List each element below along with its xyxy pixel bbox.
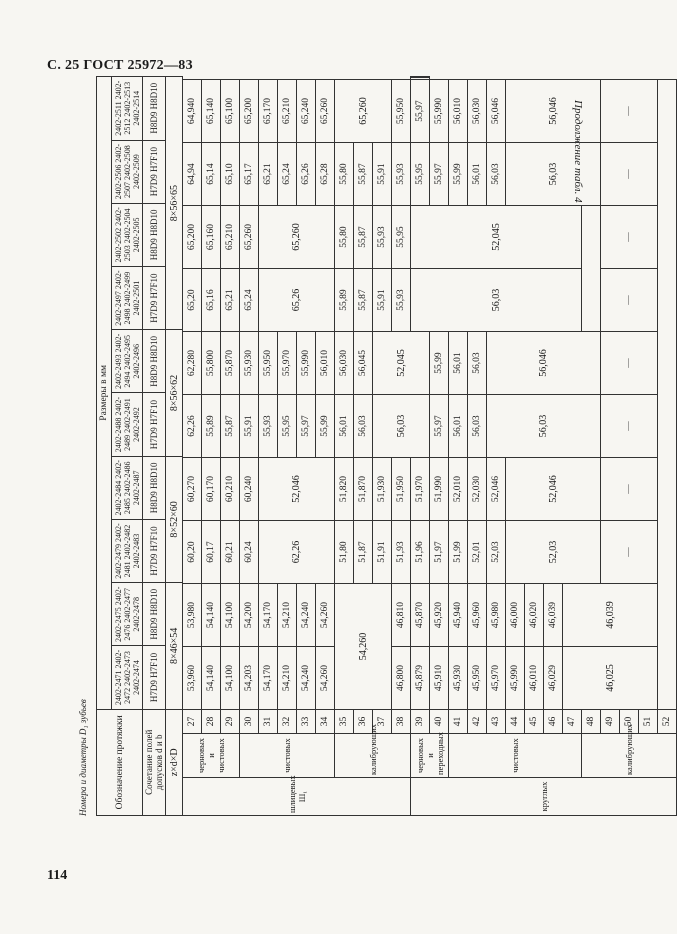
value-cell: 55,99 [449, 143, 468, 206]
value-cell: 54,140 [202, 647, 221, 710]
value-cell: 51,99 [449, 521, 468, 584]
value-cell: 65,14 [202, 143, 221, 206]
value-cell: 51,870 [354, 458, 373, 521]
value-cell: 51,96 [411, 521, 430, 584]
value-cell: 55,87 [354, 143, 373, 206]
empty-row [658, 80, 677, 710]
value-cell: 51,970 [411, 458, 430, 521]
value-cell: 55,91 [373, 143, 392, 206]
dimension-cell: 8×56×65 [166, 77, 183, 330]
tooth-number: 35 [335, 710, 354, 734]
dash-cell: — [601, 80, 658, 143]
value-cell: 65,170 [259, 80, 278, 143]
value-cell: 64,940 [183, 80, 202, 143]
tooth-number: 37 [373, 710, 392, 734]
value-cell: 45,940 [449, 584, 468, 647]
value-cell: 55,99 [316, 395, 335, 458]
dash-cell: — [601, 458, 658, 521]
value-cell: 55,930 [240, 332, 259, 395]
value-cell: 56,030 [468, 80, 487, 143]
tooth-number: 28 [202, 710, 221, 734]
tooth-number: 52 [658, 710, 677, 734]
value-cell: 65,17 [240, 143, 259, 206]
value-cell: 56,01 [335, 395, 354, 458]
value-cell: 45,879 [411, 647, 430, 710]
value-cell: 65,16 [202, 269, 221, 332]
page-header: С. 25 ГОСТ 25972—83 [47, 58, 193, 73]
codes-row [112, 77, 143, 816]
code-cell: 2402-2502 2402-2503 2402-2504 2402-2505 [112, 203, 143, 266]
tolerance-header: Сочетание полей допусков d и b [143, 709, 166, 815]
group-splined-calib: калибрующих [335, 734, 411, 778]
value-cell: 55,950 [259, 332, 278, 395]
value-cell: 60,240 [240, 458, 259, 521]
value-cell: 56,045 [354, 332, 373, 395]
tolerance-row [143, 77, 166, 816]
value-cell: 54,100 [221, 584, 240, 647]
value-cell: 55,91 [240, 395, 259, 458]
value-cell: 56,03 [468, 395, 487, 458]
value-cell: 54,200 [240, 584, 259, 647]
tooth-number: 47 [563, 710, 582, 734]
tooth-number: 34 [316, 710, 335, 734]
value-cell: 55,99 [430, 332, 449, 395]
value-cell: 60,21 [221, 521, 240, 584]
value-cell: 56,010 [316, 332, 335, 395]
value-cell: 60,210 [221, 458, 240, 521]
code-cell: 2402-2488 2402-2489 2402-2491 2402-2492 [112, 393, 143, 456]
value-cell: 56,03 [487, 143, 506, 206]
value-cell: 45,960 [468, 584, 487, 647]
value-cell: 52,03 [487, 521, 506, 584]
value-cell: 55,97 [430, 395, 449, 458]
value-cell: 56,046 [487, 80, 506, 143]
value-cell-merged: 56,03 [411, 269, 582, 332]
value-cell: 55,80 [335, 143, 354, 206]
value-cell: 45,970 [487, 647, 506, 710]
value-cell: 52,01 [468, 521, 487, 584]
value-cell: 65,24 [240, 269, 259, 332]
group-round-finish: чистовых [449, 734, 582, 778]
group-splined-rough: черновых и чистовых [183, 734, 240, 778]
value-cell: 54,170 [259, 647, 278, 710]
dash-cell: — [601, 332, 658, 395]
tooth-number: 33 [297, 710, 316, 734]
value-cell: 55,87 [221, 395, 240, 458]
dash-cell: — [601, 395, 658, 458]
value-cell-merged: 65,260 [335, 80, 392, 143]
value-cell: 51,950 [392, 458, 411, 521]
value-cell: 54,210 [278, 647, 297, 710]
value-cell: 65,240 [297, 80, 316, 143]
value-cell: 55,93 [392, 269, 411, 332]
value-cell: 51,91 [373, 521, 392, 584]
value-cell-merged: 56,046 [506, 80, 601, 143]
tooth-number: 49 [601, 710, 620, 734]
value-cell: 45,910 [430, 647, 449, 710]
dimension-row [166, 77, 183, 816]
value-cell: 52,046 [487, 458, 506, 521]
value-cell: 56,01 [468, 143, 487, 206]
value-cell: 45,990 [506, 647, 525, 710]
value-cell: 55,800 [202, 332, 221, 395]
code-cell: 2402-2511 2402-2512 2402-2513 2402-2514 [112, 77, 143, 141]
value-cell: 46,800 [392, 647, 411, 710]
tooth-number: 43 [487, 710, 506, 734]
value-cell-merged: 46,039 [563, 584, 658, 647]
group-round-rough: черновых и переходных [411, 734, 449, 778]
tooth-number: 44 [506, 710, 525, 734]
value-cell: 56,01 [449, 395, 468, 458]
tooth-number: 39 [411, 710, 430, 734]
corner-header: Обозначение протяжки [97, 709, 143, 815]
tooth-number: 29 [221, 710, 240, 734]
tolerance-cell: H7D9 H7F10 [143, 519, 166, 582]
value-cell: 55,89 [335, 269, 354, 332]
value-cell-merged: 54,260 [335, 584, 392, 710]
value-cell-merged: 56,03 [373, 395, 430, 458]
value-cell-merged: 65,26 [259, 269, 335, 332]
value-cell: 55,870 [221, 332, 240, 395]
value-cell: 54,203 [240, 647, 259, 710]
value-cell: 45,950 [468, 647, 487, 710]
value-cell: 55,97 [430, 143, 449, 206]
value-cell: 55,970 [278, 332, 297, 395]
value-cell: 55,80 [335, 206, 354, 269]
value-cell: 46,010 [525, 647, 544, 710]
value-cell: 52,030 [468, 458, 487, 521]
tooth-number: 31 [259, 710, 278, 734]
code-cell: 2402-2497 2402-2498 2402-2499 2402-2501 [112, 266, 143, 329]
value-cell: 56,030 [335, 332, 354, 395]
value-cell: 55,93 [392, 143, 411, 206]
code-cell: 2402-2493 2402-2494 2402-2495 2402-2496 [112, 330, 143, 393]
value-cell: 65,10 [221, 143, 240, 206]
value-cell: 45,930 [449, 647, 468, 710]
value-cell: 60,170 [202, 458, 221, 521]
value-cell: 65,200 [240, 80, 259, 143]
value-cell: 62,26 [183, 395, 202, 458]
value-cell: 46,020 [525, 584, 544, 647]
tolerance-cell: H7D9 H7F10 [143, 140, 166, 203]
tolerance-cell: H7D9 H7F10 [143, 393, 166, 456]
value-cell: 54,140 [202, 584, 221, 647]
tooth-number: 41 [449, 710, 468, 734]
left-vertical-header: Номера и диаметры D₁ зубьев [78, 699, 88, 816]
value-cell: 46,810 [392, 584, 411, 647]
tolerance-cell: H8D9 H8D10 [143, 456, 166, 519]
value-cell: 51,93 [392, 521, 411, 584]
value-cell-merged: 56,046 [487, 332, 601, 395]
value-cell: 51,97 [430, 521, 449, 584]
value-cell: 46,039 [544, 584, 563, 647]
tolerance-cell: H7D9 H7F10 [143, 266, 166, 329]
value-cell: 65,26 [297, 143, 316, 206]
value-cell: 65,24 [278, 143, 297, 206]
value-cell: 55,95 [392, 206, 411, 269]
code-cell: 2402-2479 2402-2481 2402-2482 2402-2483 [112, 519, 143, 582]
value-cell: 65,100 [221, 80, 240, 143]
value-cell-merged: 52,045 [373, 332, 430, 395]
value-cell: 52,010 [449, 458, 468, 521]
value-cell: 55,93 [373, 206, 392, 269]
value-cell: 60,24 [240, 521, 259, 584]
tooth-number: 30 [240, 710, 259, 734]
value-cell: 65,21 [221, 269, 240, 332]
value-cell: 65,28 [316, 143, 335, 206]
value-cell: 55,990 [430, 80, 449, 143]
value-cell-merged: 52,046 [259, 458, 335, 521]
value-cell: 65,160 [202, 206, 221, 269]
tooth-number: 36 [354, 710, 373, 734]
tooth-number: 38 [392, 710, 411, 734]
value-cell: 54,260 [316, 647, 335, 710]
tolerance-cell: H8D9 H8D10 [143, 77, 166, 141]
tooth-number: 27 [183, 710, 202, 734]
value-cell-merged: 52,046 [506, 458, 601, 521]
value-cell: 55,97 [411, 80, 430, 143]
value-cell [411, 77, 430, 79]
value-cell: 54,260 [316, 584, 335, 647]
continuation-label: Продолжение табл. 4 [572, 100, 584, 203]
page-number: 114 [47, 868, 68, 883]
code-cell: 2402-2484 2402-2485 2402-2486 2402-2487 [112, 456, 143, 519]
value-cell: 55,95 [278, 395, 297, 458]
value-cell: 51,990 [430, 458, 449, 521]
tolerance-cell: H8D9 H8D10 [143, 330, 166, 393]
value-cell: 55,93 [259, 395, 278, 458]
value-cell: 51,930 [373, 458, 392, 521]
group-round-calib: калибрующих [582, 734, 677, 778]
value-cell: 60,20 [183, 521, 202, 584]
value-cell: 56,03 [354, 395, 373, 458]
value-cell: 65,260 [316, 80, 335, 143]
value-cell [411, 78, 430, 80]
value-cell: 56,01 [449, 332, 468, 395]
tooth-number: 40 [430, 710, 449, 734]
spec-table [96, 76, 183, 816]
value-cell: 46,000 [506, 584, 525, 647]
value-cell-merged: 65,260 [259, 206, 335, 269]
value-cell: 54,170 [259, 584, 278, 647]
value-cell: 65,200 [183, 206, 202, 269]
value-cell: 64,94 [183, 143, 202, 206]
value-cell: 55,990 [297, 332, 316, 395]
value-cell: 65,21 [259, 143, 278, 206]
tooth-number: 32 [278, 710, 297, 734]
tooth-number: 48 [582, 710, 601, 734]
value-cell: 55,97 [297, 395, 316, 458]
tooth-number: 50 [620, 710, 639, 734]
dimension-cell: 8×52×60 [166, 456, 183, 582]
value-cell-merged: 52,045 [411, 206, 582, 269]
group-splined: шлицевых Ш₁ [183, 778, 411, 816]
value-cell: 65,140 [202, 80, 221, 143]
value-cell: 62,280 [183, 332, 202, 395]
tolerance-cell: H7D9 H7F10 [143, 646, 166, 709]
tooth-number: 42 [468, 710, 487, 734]
value-cell: 51,820 [335, 458, 354, 521]
tolerance-cell: H8D9 H8D10 [143, 583, 166, 646]
value-cell: 65,210 [221, 206, 240, 269]
value-cell: 51,80 [335, 521, 354, 584]
group-splined-finish: чистовых [240, 734, 335, 778]
dimension-cell: 8×46×54 [166, 583, 183, 709]
value-cell-merged: 62,26 [259, 521, 335, 584]
value-cell-merged: 56,03 [487, 395, 601, 458]
value-cell: 65,260 [240, 206, 259, 269]
value-cell: 53,980 [183, 584, 202, 647]
tooth-number: 51 [639, 710, 658, 734]
value-cell: 51,87 [354, 521, 373, 584]
value-cell-merged: 52,03 [506, 521, 601, 584]
value-cell: 60,17 [202, 521, 221, 584]
dash-cell: — [601, 269, 658, 332]
dimension-header: z×d×D [166, 709, 183, 815]
dash-cell: — [601, 143, 658, 206]
value-cell: 45,870 [411, 584, 430, 647]
value-cell: 55,950 [392, 80, 411, 143]
value-cell: 54,240 [297, 584, 316, 647]
tooth-number: 46 [544, 710, 563, 734]
values-body [183, 77, 677, 816]
value-cell: 65,210 [278, 80, 297, 143]
value-cell-merged: 56,03 [506, 143, 601, 206]
dash-cell: — [601, 206, 658, 269]
value-cell: 55,91 [373, 269, 392, 332]
value-cell: 54,240 [297, 647, 316, 710]
value-cell: 45,920 [430, 584, 449, 647]
value-cell: 55,89 [202, 395, 221, 458]
value-cell: 54,210 [278, 584, 297, 647]
value-cell: 54,100 [221, 647, 240, 710]
value-cell-merged: 46,025 [563, 647, 658, 710]
code-cell: 2402-2475 2402-2476 2402-2477 2402-2478 [112, 583, 143, 646]
values-table [182, 76, 677, 816]
dimension-cell: 8×56×62 [166, 330, 183, 456]
value-cell: 46,029 [544, 647, 563, 710]
value-cell: 45,980 [487, 584, 506, 647]
code-cell: 2402-2471 2402-2472 2402-2473 2402-2474 [112, 646, 143, 709]
value-cell: 56,03 [468, 332, 487, 395]
value-cell: 55,87 [354, 206, 373, 269]
group-round: круглых [411, 778, 677, 816]
value-cell: 60,270 [183, 458, 202, 521]
value-cell: 56,010 [449, 80, 468, 143]
value-cell: 55,87 [354, 269, 373, 332]
value-cell: 55,95 [411, 143, 430, 206]
value-cell: 65,20 [183, 269, 202, 332]
code-cell: 2402-2506 2402-2507 2402-2508 2402-2509 [112, 140, 143, 203]
tolerance-cell: H8D9 H8D10 [143, 203, 166, 266]
value-cell: 53,960 [183, 647, 202, 710]
sizes-title: Размеры в мм [97, 77, 112, 710]
dash-cell: — [601, 521, 658, 584]
tooth-number: 45 [525, 710, 544, 734]
